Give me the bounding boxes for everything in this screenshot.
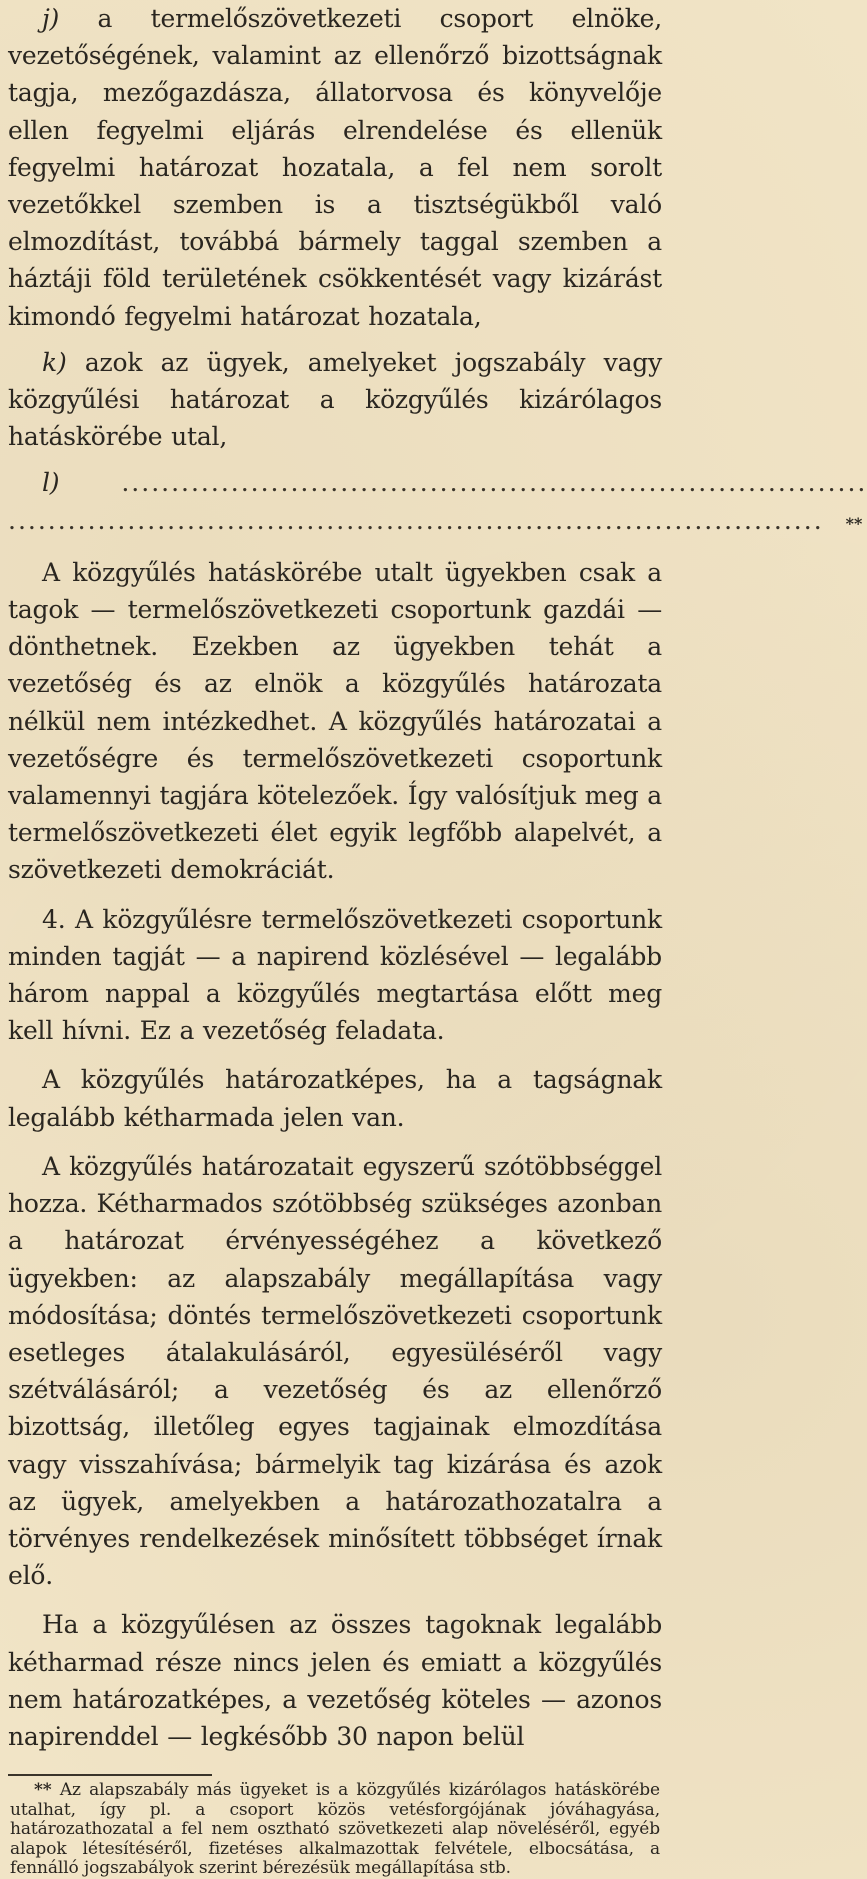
- omitted-line: [8, 502, 863, 542]
- paragraph-j: [8, 0, 662, 335]
- main-text: [8, 0, 867, 1755]
- paragraph-text: Ha a közgyűlésen az összes tagoknak legalább kétharmad része nincs jelen és emiatt a közgyűlés nem határozatképes, a vezetőség köteles — azonos napirenddel — legkésőbb 30 napon belül: [8, 1610, 662, 1751]
- paragraph-text: A közgyűlés hatáskörébe utalt ügyekben csak a tagok — termelőszövetkezeti csoportunk gazdái — dönthetnek. Ezekben az ügyekben tehát a vezetőség és az elnök a közgyűlés határozata nélkül nem intézkedhet. A közgyűlés határozatai a vezetőségre és termelőszövetkezeti csoportunk valamennyi tagjára kötelezőek. Így valósítjuk meg a termelőszövetkezeti élet egyik legfőbb alapelvét, a szövetkezeti demokráciát.: [8, 557, 663, 885]
- footnote-separator: [8, 1774, 212, 1776]
- paragraph-section-4: [8, 901, 662, 1050]
- paragraph-label: k): [42, 347, 67, 377]
- paragraph-text: A közgyűlés határozatait egyszerű szótöbbséggel hozza. Kétharmados szótöbbség szükséges azonban a határozat érvényességéhez a következő ügyekben: az alapszabály megállapítása vagy módosítása; döntés termelőszövetkezeti csoportunk esetleges átalakulásáról, egyesüléséről vagy szétválásáról; a vezetőség és az ellenőrző bizottság, illetőleg egyes tagjainak elmozdítása vagy visszahívása; bármelyik tag kizárása és azok az ügyek, amelyekben a határozathozatalra a törvényes rendelkezések minősített többséget írnak elő.: [8, 1151, 662, 1591]
- paragraph-l: [8, 464, 867, 501]
- footnote-marker: **: [845, 513, 863, 533]
- paragraph-text: 4. A közgyűlésre termelőszövetkezeti csoportunk minden tagját — a napirend közlésével — legalább három nappal a közgyűlés megtartása előtt meg kell hívni. Ez a vezetőség feladata.: [8, 904, 662, 1046]
- paragraph-no-quorum: [8, 1606, 662, 1755]
- omitted-text-dots: ...........................................................................: [121, 468, 867, 498]
- paragraph-k: [8, 344, 662, 456]
- paragraph-label: l): [42, 468, 60, 498]
- paragraph-text: a termelőszövetkezeti csoport elnöke, vezetőségének, valamint az ellenőrző bizottságnak tagja, mezőgazdásza, állatorvosa és könyvelője ellen fegyelmi eljárás elrendelése és ellenük fegyelmi határozat hozatala, a fel nem sorolt vezetőkkel szemben is a tisztségükből való elmozdítást, továbbá bármely taggal szemben a háztáji föld területének csökkentését vagy kizárást kimondó fegyelmi határozat hozatala,: [8, 4, 663, 331]
- footnote-text: Az alapszabály más ügyeket is a közgyűlés kizárólagos hatáskörébe utalhat, így pl. a csoport közös vetésforgójának jóváhagyása, határozathozatal a fel nem osztható szövetkezeti alap növeléséről, egyéb alapok létesítéséről, fizetéses alkalmazottak felvétele, elbocsátása, a fennálló jogszabályok szerint bérezésük megállapítása stb.: [10, 1780, 660, 1878]
- paragraph-text: azok az ügyek, amelyeket jogszabály vagy közgyűlési határozat a közgyűlés kizárólagos hatáskörébe utal,: [8, 347, 662, 452]
- footnote-marker: **: [34, 1780, 52, 1800]
- omitted-text-dots: ..................................................................................: [8, 505, 824, 535]
- paragraph-jurisdiction: [8, 554, 662, 889]
- paragraph-majority: [8, 1148, 662, 1594]
- paragraph-quorum: [8, 1061, 662, 1135]
- paragraph-label: j): [42, 4, 60, 33]
- paragraph-text: A közgyűlés határozatképes, ha a tagságnak legalább kétharmada jelen van.: [8, 1065, 662, 1132]
- footnote: [10, 1781, 660, 1879]
